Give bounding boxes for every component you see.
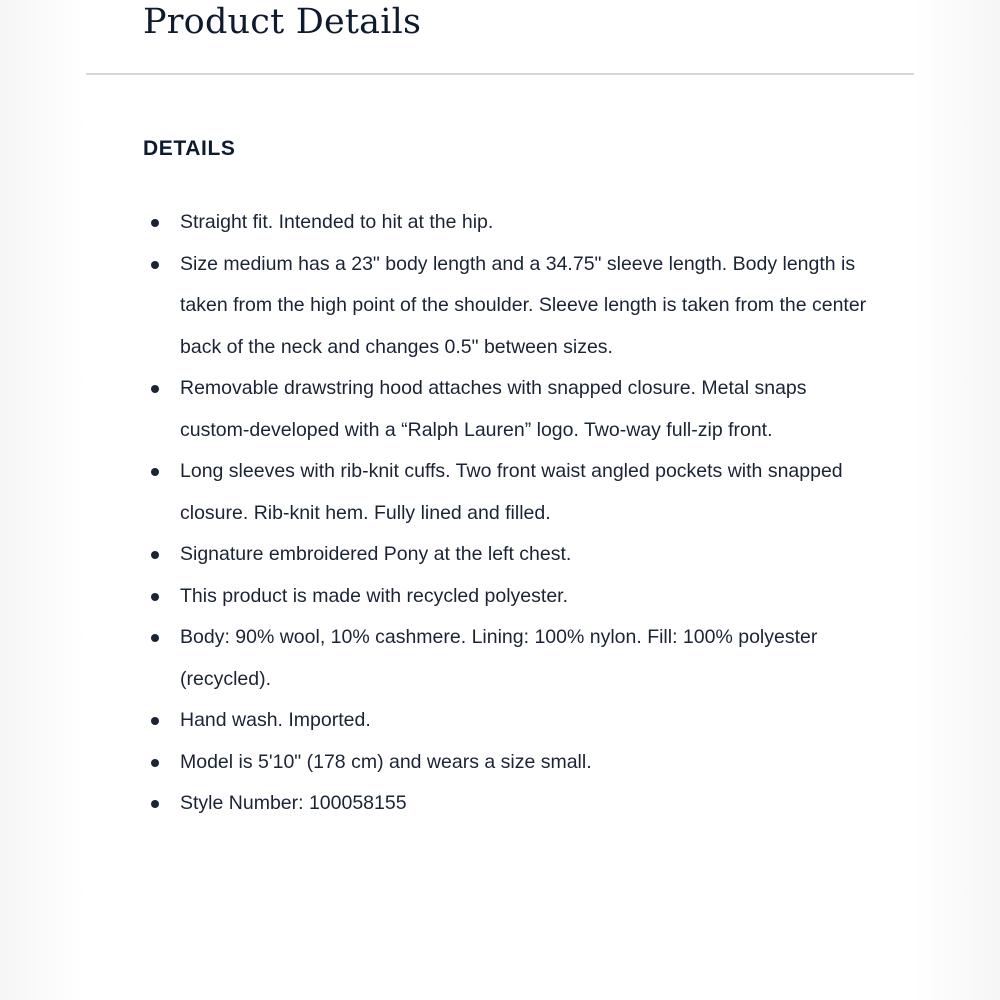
- bullet-icon: [151, 634, 159, 642]
- title-divider: [86, 73, 914, 75]
- bullet-icon: [151, 261, 159, 269]
- list-item-text: Size medium has a 23" body length and a 34.75" sleeve length. Body length is taken from the high point of the shoulder. Sleeve length is taken from the center back of the neck and changes 0.5" between sizes.: [180, 252, 867, 358]
- right-margin-shade: [914, 0, 1000, 1000]
- details-list: [143, 202, 873, 825]
- list-item-text: Hand wash. Imported.: [180, 709, 371, 731]
- list-item: [143, 783, 873, 825]
- bullet-icon: [151, 551, 159, 559]
- list-item: [143, 576, 873, 618]
- list-item: [143, 534, 873, 576]
- bullet-icon: [151, 468, 159, 476]
- list-item: [143, 700, 873, 742]
- list-item-text: Model is 5'10" (178 cm) and wears a size small.: [180, 750, 592, 773]
- list-item-text: Long sleeves with rib-knit cuffs. Two front waist angled pockets with snapped closure. Rib-knit hem. Fully lined and filled.: [180, 460, 843, 524]
- bullet-icon: [151, 219, 159, 227]
- left-margin-shade: [0, 0, 86, 1000]
- bullet-icon: [151, 385, 159, 393]
- list-item-text: Signature embroidered Pony at the left chest.: [180, 543, 572, 565]
- bullet-icon: [151, 800, 159, 808]
- product-details-panel: [86, 0, 914, 1000]
- list-item-text: This product is made with recycled polyester.: [180, 584, 569, 607]
- list-item: [143, 451, 873, 534]
- list-item-text: Body: 90% wool, 10% cashmere. Lining: 100% nylon. Fill: 100% polyester (recycled).: [180, 626, 818, 690]
- list-item-text: Straight fit. Intended to hit at the hip.: [180, 211, 494, 233]
- list-item: [143, 617, 873, 700]
- bullet-icon: [151, 759, 159, 767]
- bullet-icon: [151, 593, 159, 601]
- list-item-text: Removable drawstring hood attaches with snapped closure. Metal snaps custom-developed with a “Ralph Lauren” logo. Two-way full-zip front.: [180, 377, 807, 441]
- list-item: [143, 244, 873, 369]
- list-item-text: Style Number: 100058155: [180, 792, 407, 814]
- list-item: [143, 368, 873, 451]
- page-title: Product Details: [143, 2, 422, 42]
- list-item: [143, 202, 873, 244]
- bullet-icon: [151, 717, 159, 725]
- details-heading: DETAILS: [143, 137, 236, 160]
- list-item: [143, 742, 873, 784]
